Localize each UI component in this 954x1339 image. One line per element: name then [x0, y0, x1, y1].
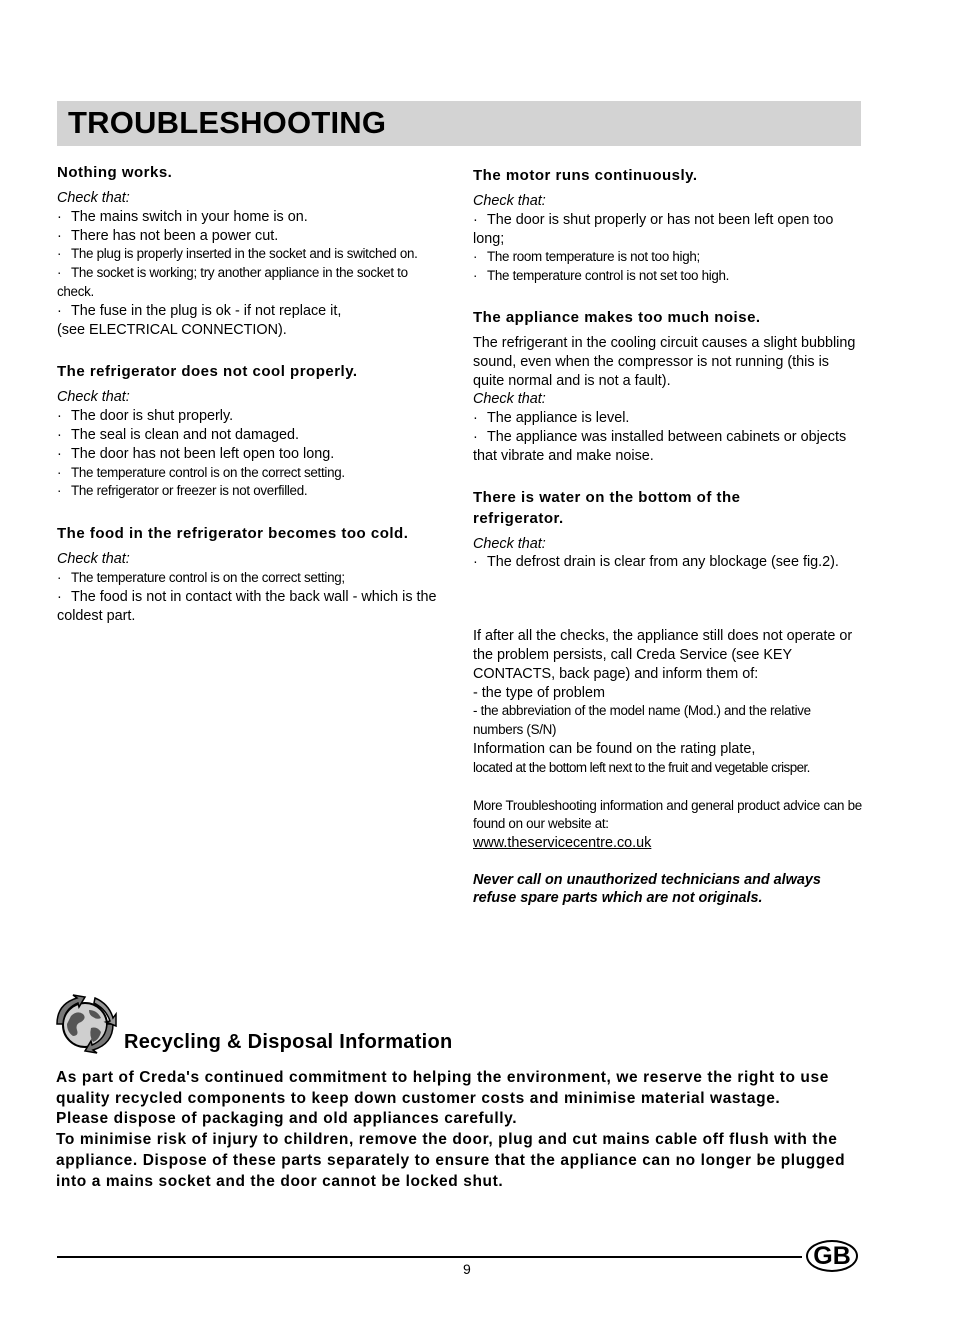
list-item: · The temperature control is on the correct setting; [57, 569, 345, 585]
country-badge: GB [806, 1240, 858, 1272]
list-item: · The appliance is level. [473, 410, 630, 427]
footer-rule [57, 1256, 802, 1258]
title-bar [57, 101, 861, 146]
service-line: located at the bottom left next to the fruit and vegetable crisper. [473, 759, 810, 775]
list-item: · The plug is properly inserted in the socket and is switched on. [57, 246, 418, 262]
recycle-globe-icon [51, 994, 119, 1054]
list-item: · The refrigerator or freezer is not overfilled. [57, 483, 308, 499]
list-item: · The door is shut properly or has not been left open too long; [473, 211, 834, 247]
section-heading: The motor runs continuously. [473, 167, 698, 184]
check-label: Check that: [57, 551, 130, 568]
section-too-cold [57, 523, 447, 625]
section-noise [473, 307, 863, 466]
check-label: Check that: [57, 389, 130, 406]
service-line: - the type of problem [473, 684, 605, 701]
paragraph: The refrigerant in the cooling circuit causes a slight bubbling sound, even when the compressor is not running (this is quite normal and is not a fault). [473, 334, 856, 389]
list-item: · The temperature control is on the correct setting. [57, 464, 345, 480]
list-item: · The room temperature is not too high; [473, 249, 700, 265]
list-item: · The door has not been left open too long. [57, 445, 335, 462]
list-item-tail: (see ELECTRICAL CONNECTION). [57, 321, 287, 338]
check-label: Check that: [57, 190, 130, 206]
page-number: 9 [463, 1261, 471, 1277]
list-item: · The appliance was installed between cabinets or objects that vibrate and make noise. [473, 428, 847, 464]
service-info [473, 627, 863, 908]
warning-text: Never call on unauthorized technicians and always refuse spare parts which are not originals. [473, 871, 821, 907]
service-line: - the abbreviation of the model name (Mod.) and the relative numbers (S/N) [473, 703, 811, 738]
left-column [57, 162, 447, 625]
section-nothing-works [57, 162, 447, 339]
website-link[interactable]: www.theservicecentre.co.uk [473, 835, 652, 852]
section-heading: Nothing works. [57, 164, 173, 181]
section-heading: The refrigerator does not cool properly. [57, 363, 358, 381]
list-item: · The seal is clean and not damaged. [57, 426, 300, 443]
list-item: · The fuse in the plug is ok - if not replace it, [57, 302, 342, 319]
section-water [473, 487, 863, 573]
list-item: · There has not been a power cut. [57, 227, 279, 244]
list-item: · The food is not in contact with the back wall - which is the coldest part. [57, 588, 437, 624]
list-item: · The temperature control is not set too high. [473, 268, 730, 284]
recycling-title: Recycling & Disposal Information [124, 1031, 453, 1053]
section-heading: The food in the refrigerator becomes too cold. [57, 525, 409, 543]
list-item: · The defrost drain is clear from any blockage (see fig.2). [473, 554, 839, 571]
check-label: Check that: [473, 391, 546, 408]
list-item: · The mains switch in your home is on. [57, 208, 308, 225]
service-line: Information can be found on the rating plate, [473, 740, 756, 757]
recycling-paragraph: Please dispose of packaging and old appliances carefully. [56, 1110, 518, 1128]
website-text: More Troubleshooting information and general product advice can be found on our website at: [473, 797, 862, 832]
right-column [473, 165, 863, 908]
list-item: · The door is shut properly. [57, 408, 234, 425]
check-label: Check that: [473, 535, 546, 552]
section-motor-runs [473, 165, 863, 286]
section-not-cooling [57, 361, 447, 501]
recycling-paragraph: As part of Creda's continued commitment to helping the environment, we reserve the right to use quality recycled components to keep down customer costs and minimise material wastage. [56, 1069, 829, 1107]
section-heading: There is water on the bottom of the refrigerator. [473, 488, 741, 527]
service-paragraph: If after all the checks, the appliance still does not operate or the problem persists, call Creda Service (see KEY CONTACTS, back page) and inform them of: [473, 628, 853, 682]
recycling-text [56, 1068, 861, 1192]
recycling-paragraph: To minimise risk of injury to children, remove the door, plug and cut mains cable off flush with the appliance. Dispose of these parts separately to ensure that the appliance can no longer be plugged into a mains socket and the door cannot be locked shut. [56, 1131, 846, 1190]
list-item: · The socket is working; try another appliance in the socket to check. [57, 265, 408, 299]
check-label: Check that: [473, 193, 546, 209]
section-heading: The appliance makes too much noise. [473, 308, 761, 326]
page-title: TROUBLESHOOTING [68, 105, 387, 140]
